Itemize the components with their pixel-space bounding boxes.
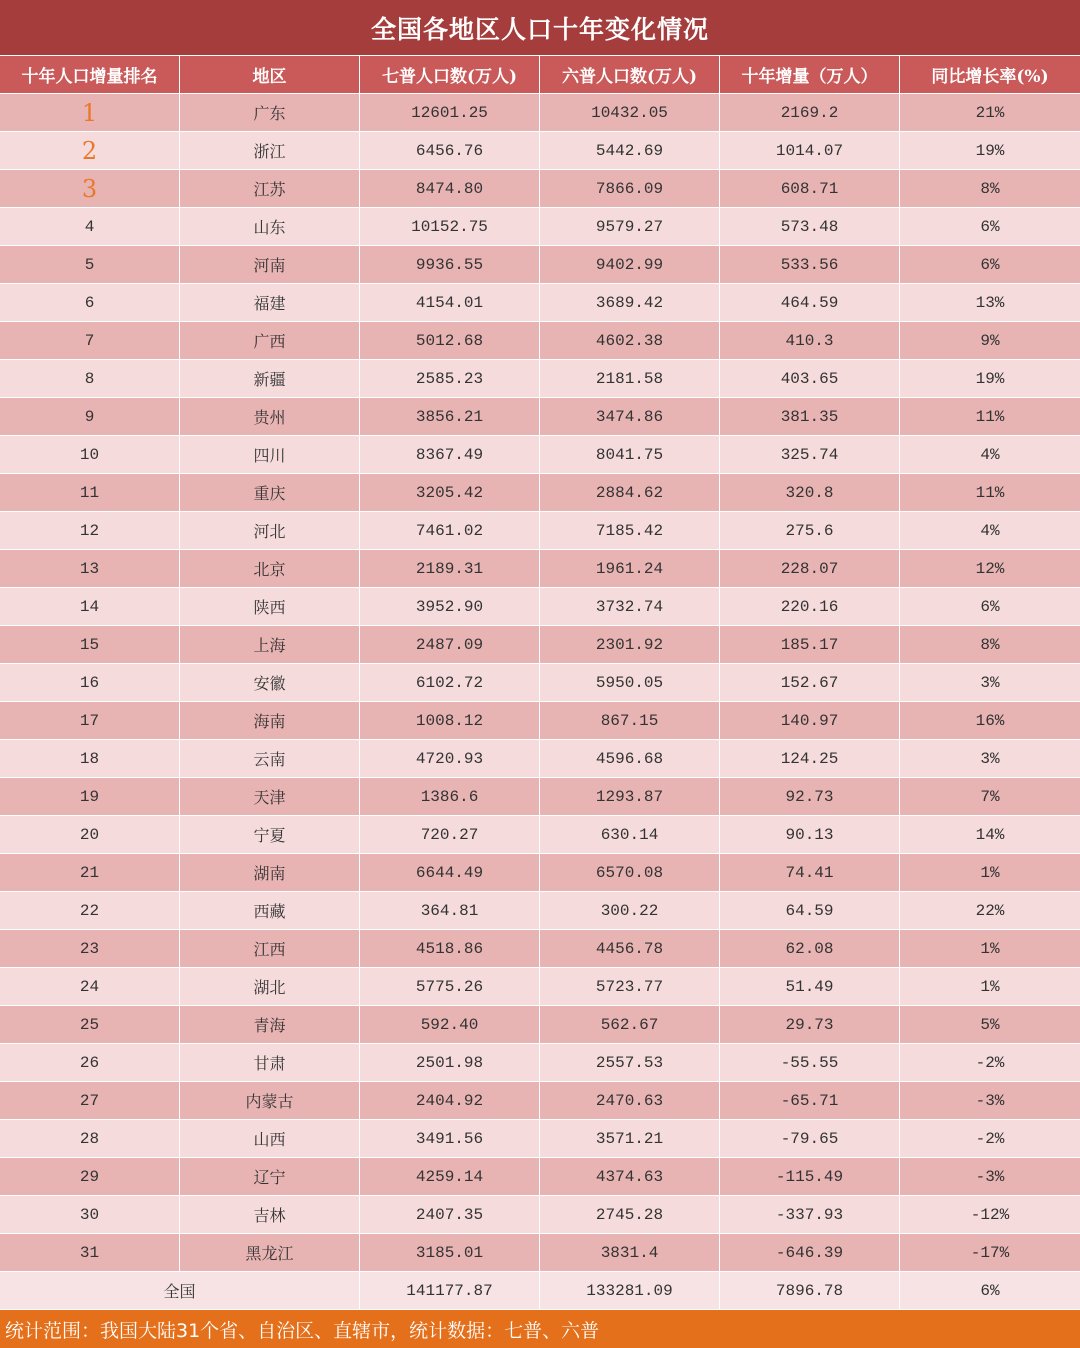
page-title: 全国各地区人口十年变化情况 [370, 14, 709, 44]
growth-rate-cell: 8% [900, 626, 1080, 664]
rank-cell: 15 [0, 626, 180, 664]
growth-rate-cell: -3% [900, 1082, 1080, 1120]
growth-rate-cell: 19% [900, 360, 1080, 398]
ten-year-increase-cell: 325.74 [720, 436, 900, 474]
ten-year-increase-cell: 573.48 [720, 208, 900, 246]
growth-rate-cell: 22% [900, 892, 1080, 930]
region-cell: 湖北 [180, 968, 360, 1006]
growth-rate-cell: 1% [900, 968, 1080, 1006]
seventh-census-cell: 3185.01 [360, 1234, 540, 1272]
sixth-census-cell: 133281.09 [540, 1272, 720, 1310]
ten-year-increase-cell: -65.71 [720, 1082, 900, 1120]
sixth-census-cell: 10432.05 [540, 94, 720, 132]
seventh-census-cell: 3856.21 [360, 398, 540, 436]
region-cell: 四川 [180, 436, 360, 474]
sixth-census-cell: 3732.74 [540, 588, 720, 626]
growth-rate-cell: 19% [900, 132, 1080, 170]
seventh-census-cell: 6456.76 [360, 132, 540, 170]
growth-rate-cell: 3% [900, 664, 1080, 702]
growth-rate-cell: 13% [900, 284, 1080, 322]
seventh-census-cell: 9936.55 [360, 246, 540, 284]
ten-year-increase-cell: 275.6 [720, 512, 900, 550]
ten-year-increase-cell: 320.8 [720, 474, 900, 512]
region-cell: 重庆 [180, 474, 360, 512]
table-row [0, 208, 1080, 246]
seventh-census-cell: 5012.68 [360, 322, 540, 360]
region-cell: 安徽 [180, 664, 360, 702]
sixth-census-cell: 3689.42 [540, 284, 720, 322]
rank-cell: 23 [0, 930, 180, 968]
population-table [0, 56, 1080, 1310]
ten-year-increase-cell: 608.71 [720, 170, 900, 208]
seventh-census-cell: 3491.56 [360, 1120, 540, 1158]
ten-year-increase-cell: 152.67 [720, 664, 900, 702]
sixth-census-cell: 2884.62 [540, 474, 720, 512]
ten-year-increase-cell: -79.65 [720, 1120, 900, 1158]
ten-year-increase-cell: 29.73 [720, 1006, 900, 1044]
sixth-census-cell: 4456.78 [540, 930, 720, 968]
rank-cell: 1 [0, 94, 180, 132]
total-row [0, 1272, 1080, 1310]
rank-cell: 19 [0, 778, 180, 816]
table-row [0, 588, 1080, 626]
ten-year-increase-cell: 533.56 [720, 246, 900, 284]
table-row [0, 132, 1080, 170]
column-header-seventh-census: 七普人口数(万人) [360, 56, 540, 94]
region-cell: 青海 [180, 1006, 360, 1044]
sixth-census-cell: 7185.42 [540, 512, 720, 550]
seventh-census-cell: 12601.25 [360, 94, 540, 132]
region-cell: 浙江 [180, 132, 360, 170]
table-row [0, 968, 1080, 1006]
column-header-region: 地区 [180, 56, 360, 94]
seventh-census-cell: 7461.02 [360, 512, 540, 550]
rank-cell: 12 [0, 512, 180, 550]
sixth-census-cell: 4596.68 [540, 740, 720, 778]
ten-year-increase-cell: 51.49 [720, 968, 900, 1006]
ten-year-increase-cell: 1014.07 [720, 132, 900, 170]
table-row [0, 322, 1080, 360]
seventh-census-cell: 141177.87 [360, 1272, 540, 1310]
table-body [0, 94, 1080, 1272]
table-row [0, 854, 1080, 892]
sixth-census-cell: 2181.58 [540, 360, 720, 398]
rank-cell: 17 [0, 702, 180, 740]
region-cell: 贵州 [180, 398, 360, 436]
region-cell: 福建 [180, 284, 360, 322]
rank-cell: 24 [0, 968, 180, 1006]
title-bar [0, 0, 1080, 56]
sixth-census-cell: 630.14 [540, 816, 720, 854]
region-cell: 广东 [180, 94, 360, 132]
growth-rate-cell: -17% [900, 1234, 1080, 1272]
growth-rate-cell: -12% [900, 1196, 1080, 1234]
growth-rate-cell: 6% [900, 1272, 1080, 1310]
growth-rate-cell: 16% [900, 702, 1080, 740]
sixth-census-cell: 2557.53 [540, 1044, 720, 1082]
table-row [0, 664, 1080, 702]
table-row [0, 1120, 1080, 1158]
growth-rate-cell: 6% [900, 208, 1080, 246]
region-cell: 河北 [180, 512, 360, 550]
growth-rate-cell: 4% [900, 512, 1080, 550]
seventh-census-cell: 4720.93 [360, 740, 540, 778]
growth-rate-cell: 5% [900, 1006, 1080, 1044]
ten-year-increase-cell: 124.25 [720, 740, 900, 778]
sixth-census-cell: 1961.24 [540, 550, 720, 588]
ten-year-increase-cell: 64.59 [720, 892, 900, 930]
table-row [0, 170, 1080, 208]
rank-cell: 7 [0, 322, 180, 360]
sixth-census-cell: 7866.09 [540, 170, 720, 208]
region-cell: 黑龙江 [180, 1234, 360, 1272]
seventh-census-cell: 592.40 [360, 1006, 540, 1044]
seventh-census-cell: 8474.80 [360, 170, 540, 208]
seventh-census-cell: 2501.98 [360, 1044, 540, 1082]
rank-cell: 14 [0, 588, 180, 626]
rank-cell: 28 [0, 1120, 180, 1158]
table-row [0, 398, 1080, 436]
growth-rate-cell: 11% [900, 474, 1080, 512]
ten-year-increase-cell: -337.93 [720, 1196, 900, 1234]
growth-rate-cell: 7% [900, 778, 1080, 816]
region-cell: 西藏 [180, 892, 360, 930]
table-row [0, 284, 1080, 322]
region-cell: 辽宁 [180, 1158, 360, 1196]
table-header-row [0, 56, 1080, 94]
rank-cell: 6 [0, 284, 180, 322]
sixth-census-cell: 4602.38 [540, 322, 720, 360]
growth-rate-cell: 12% [900, 550, 1080, 588]
table-row [0, 550, 1080, 588]
table-row [0, 1234, 1080, 1272]
seventh-census-cell: 3952.90 [360, 588, 540, 626]
region-cell: 湖南 [180, 854, 360, 892]
region-cell: 江苏 [180, 170, 360, 208]
growth-rate-cell: 9% [900, 322, 1080, 360]
rank-cell: 8 [0, 360, 180, 398]
growth-rate-cell: 21% [900, 94, 1080, 132]
growth-rate-cell: 14% [900, 816, 1080, 854]
region-cell: 山西 [180, 1120, 360, 1158]
region-cell: 江西 [180, 930, 360, 968]
rank-cell: 25 [0, 1006, 180, 1044]
total-label-cell: 全国 [0, 1272, 360, 1310]
rank-cell: 22 [0, 892, 180, 930]
growth-rate-cell: 1% [900, 854, 1080, 892]
region-cell: 北京 [180, 550, 360, 588]
ten-year-increase-cell: 90.13 [720, 816, 900, 854]
sixth-census-cell: 9579.27 [540, 208, 720, 246]
region-cell: 广西 [180, 322, 360, 360]
sixth-census-cell: 867.15 [540, 702, 720, 740]
ten-year-increase-cell: 92.73 [720, 778, 900, 816]
region-cell: 山东 [180, 208, 360, 246]
ten-year-increase-cell: 74.41 [720, 854, 900, 892]
rank-cell: 5 [0, 246, 180, 284]
ten-year-increase-cell: 220.16 [720, 588, 900, 626]
growth-rate-cell: 6% [900, 588, 1080, 626]
ten-year-increase-cell: 464.59 [720, 284, 900, 322]
seventh-census-cell: 1008.12 [360, 702, 540, 740]
region-cell: 宁夏 [180, 816, 360, 854]
seventh-census-cell: 8367.49 [360, 436, 540, 474]
growth-rate-cell: 6% [900, 246, 1080, 284]
column-header-growth-rate: 同比增长率(%) [900, 56, 1080, 94]
rank-cell: 3 [0, 170, 180, 208]
table-row [0, 436, 1080, 474]
sixth-census-cell: 5442.69 [540, 132, 720, 170]
ten-year-increase-cell: 2169.2 [720, 94, 900, 132]
seventh-census-cell: 720.27 [360, 816, 540, 854]
seventh-census-cell: 6644.49 [360, 854, 540, 892]
ten-year-increase-cell: 403.65 [720, 360, 900, 398]
table-row [0, 930, 1080, 968]
sixth-census-cell: 5723.77 [540, 968, 720, 1006]
ten-year-increase-cell: 7896.78 [720, 1272, 900, 1310]
sixth-census-cell: 2745.28 [540, 1196, 720, 1234]
sixth-census-cell: 3571.21 [540, 1120, 720, 1158]
table-row [0, 1006, 1080, 1044]
seventh-census-cell: 364.81 [360, 892, 540, 930]
column-header-rank: 十年人口增量排名 [0, 56, 180, 94]
region-cell: 河南 [180, 246, 360, 284]
sixth-census-cell: 2470.63 [540, 1082, 720, 1120]
rank-cell: 18 [0, 740, 180, 778]
rank-cell: 29 [0, 1158, 180, 1196]
region-cell: 新疆 [180, 360, 360, 398]
column-header-sixth-census: 六普人口数(万人) [540, 56, 720, 94]
region-cell: 内蒙古 [180, 1082, 360, 1120]
region-cell: 陕西 [180, 588, 360, 626]
rank-cell: 10 [0, 436, 180, 474]
seventh-census-cell: 2407.35 [360, 1196, 540, 1234]
sixth-census-cell: 2301.92 [540, 626, 720, 664]
rank-cell: 26 [0, 1044, 180, 1082]
seventh-census-cell: 10152.75 [360, 208, 540, 246]
rank-cell: 31 [0, 1234, 180, 1272]
rank-cell: 16 [0, 664, 180, 702]
growth-rate-cell: -2% [900, 1044, 1080, 1082]
region-cell: 云南 [180, 740, 360, 778]
sixth-census-cell: 1293.87 [540, 778, 720, 816]
region-cell: 天津 [180, 778, 360, 816]
table-row [0, 816, 1080, 854]
table-row [0, 474, 1080, 512]
rank-cell: 9 [0, 398, 180, 436]
rank-cell: 4 [0, 208, 180, 246]
rank-cell: 11 [0, 474, 180, 512]
growth-rate-cell: 3% [900, 740, 1080, 778]
rank-cell: 30 [0, 1196, 180, 1234]
rank-cell: 27 [0, 1082, 180, 1120]
table-row [0, 512, 1080, 550]
table-row [0, 702, 1080, 740]
sixth-census-cell: 3831.4 [540, 1234, 720, 1272]
seventh-census-cell: 2585.23 [360, 360, 540, 398]
ten-year-increase-cell: 140.97 [720, 702, 900, 740]
table-row [0, 1082, 1080, 1120]
ten-year-increase-cell: 381.35 [720, 398, 900, 436]
table-row [0, 94, 1080, 132]
table-row [0, 1044, 1080, 1082]
seventh-census-cell: 1386.6 [360, 778, 540, 816]
ten-year-increase-cell: 62.08 [720, 930, 900, 968]
seventh-census-cell: 5775.26 [360, 968, 540, 1006]
growth-rate-cell: -3% [900, 1158, 1080, 1196]
growth-rate-cell: -2% [900, 1120, 1080, 1158]
growth-rate-cell: 8% [900, 170, 1080, 208]
table-row [0, 892, 1080, 930]
ten-year-increase-cell: -646.39 [720, 1234, 900, 1272]
rank-cell: 2 [0, 132, 180, 170]
ten-year-increase-cell: 185.17 [720, 626, 900, 664]
table-row [0, 740, 1080, 778]
seventh-census-cell: 4154.01 [360, 284, 540, 322]
table-row [0, 246, 1080, 284]
seventh-census-cell: 6102.72 [360, 664, 540, 702]
ten-year-increase-cell: 410.3 [720, 322, 900, 360]
seventh-census-cell: 2404.92 [360, 1082, 540, 1120]
region-cell: 上海 [180, 626, 360, 664]
ten-year-increase-cell: 228.07 [720, 550, 900, 588]
table-row [0, 1158, 1080, 1196]
region-cell: 甘肃 [180, 1044, 360, 1082]
ten-year-increase-cell: -55.55 [720, 1044, 900, 1082]
sixth-census-cell: 4374.63 [540, 1158, 720, 1196]
table-row [0, 1196, 1080, 1234]
column-header-ten-year-increase: 十年增量（万人） [720, 56, 900, 94]
seventh-census-cell: 4259.14 [360, 1158, 540, 1196]
region-cell: 海南 [180, 702, 360, 740]
region-cell: 吉林 [180, 1196, 360, 1234]
rank-cell: 21 [0, 854, 180, 892]
table-row [0, 626, 1080, 664]
seventh-census-cell: 3205.42 [360, 474, 540, 512]
seventh-census-cell: 2189.31 [360, 550, 540, 588]
table-row [0, 778, 1080, 816]
sixth-census-cell: 5950.05 [540, 664, 720, 702]
rank-cell: 20 [0, 816, 180, 854]
sixth-census-cell: 6570.08 [540, 854, 720, 892]
growth-rate-cell: 4% [900, 436, 1080, 474]
growth-rate-cell: 11% [900, 398, 1080, 436]
ten-year-increase-cell: -115.49 [720, 1158, 900, 1196]
table-row [0, 360, 1080, 398]
sixth-census-cell: 300.22 [540, 892, 720, 930]
sixth-census-cell: 8041.75 [540, 436, 720, 474]
growth-rate-cell: 1% [900, 930, 1080, 968]
seventh-census-cell: 2487.09 [360, 626, 540, 664]
sixth-census-cell: 562.67 [540, 1006, 720, 1044]
sixth-census-cell: 3474.86 [540, 398, 720, 436]
rank-cell: 13 [0, 550, 180, 588]
seventh-census-cell: 4518.86 [360, 930, 540, 968]
data-source-note: 统计范围：我国大陆31个省、自治区、直辖市，统计数据：七普、六普 [0, 1310, 1080, 1348]
sixth-census-cell: 9402.99 [540, 246, 720, 284]
